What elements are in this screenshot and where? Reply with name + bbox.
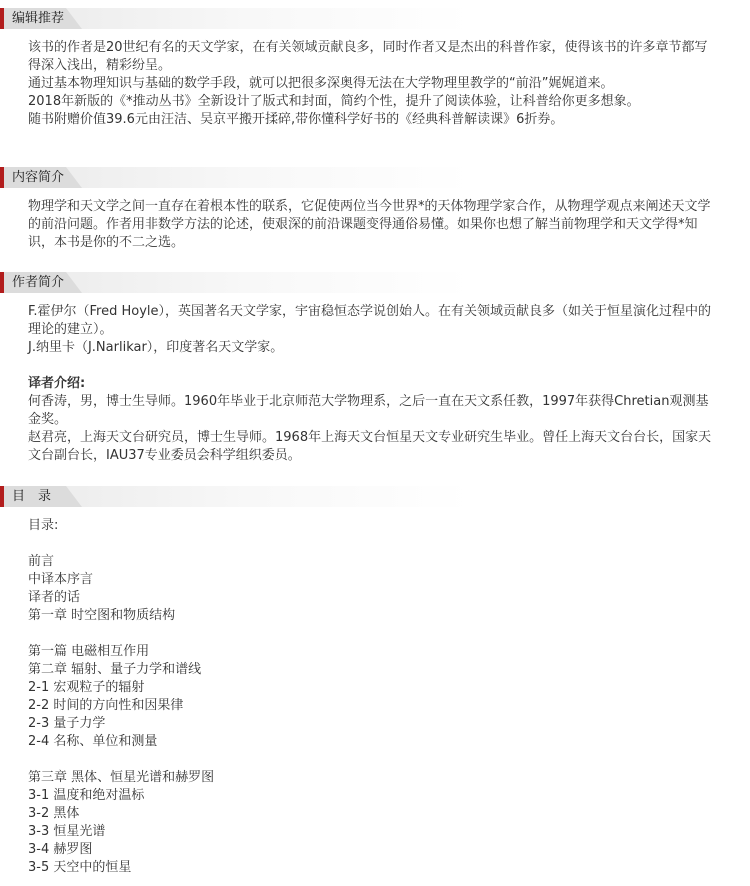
toc-entry: 2-1 宏观粒子的辐射	[28, 680, 145, 695]
section-title: 编辑推荐	[12, 11, 65, 26]
section-header	[0, 8, 750, 29]
paragraph: 何香涛，男，博士生导师。1960年毕业于北京师范大学物理系，之后一直在天文系任教，1997年获得Chretian观测基金奖。	[28, 394, 709, 427]
spacer	[28, 625, 718, 643]
section-header	[0, 167, 750, 188]
section-body	[0, 39, 718, 129]
toc-entry: 3-1 温度和绝对温标	[28, 788, 145, 803]
section-header	[0, 272, 750, 293]
section-body	[0, 303, 718, 465]
section-table-of-contents	[0, 486, 750, 877]
toc-label: 目录:	[28, 518, 59, 533]
paragraph: 物理学和天文学之间一直存在着根本性的联系，它促使两位当今世界*的天体物理学家合作，从物理学观点来阐述天文学的前沿问题。作者用非数学方法的论述，使艰深的前沿课题变得通俗易懂。如果你也想了解当前物理学和天文学得*知识，本书是你的不二之选。	[28, 199, 711, 250]
paragraph: 随书附赠价值39.6元由汪洁、吴京平搬开揉碎,带你懂科学好书的《经典科普解读课》6折券。	[28, 112, 564, 127]
toc-entry: 中译本序言	[28, 572, 94, 587]
section-body	[0, 198, 718, 252]
toc-entry: 3-4 赫罗图	[28, 842, 93, 857]
toc-entry: 2-3 量子力学	[28, 716, 106, 731]
toc-entry: 第三章 黑体、恒星光谱和赫罗图	[28, 770, 215, 785]
spacer	[28, 535, 718, 553]
section-title: 目 录	[12, 489, 52, 504]
paragraph: J.纳里卡（J.Narlikar），印度著名天文学家。	[28, 340, 284, 355]
section-accent-bar	[0, 486, 4, 507]
section-title: 作者简介	[12, 275, 65, 290]
toc-entry: 译者的话	[28, 590, 81, 605]
paragraph: 赵君亮，上海天文台研究员，博士生导师。1968年上海天文台恒星天文专业研究生毕业。曾任上海天文台台长，国家天文台副台长，IAU37专业委员会科学组织委员。	[28, 430, 712, 463]
paragraph: 2018年新版的《*推动丛书》全新设计了版式和封面，简约个性，提升了阅读体验，让科普给你更多想象。	[28, 94, 640, 109]
toc-entry: 第二章 辐射、量子力学和谱线	[28, 662, 202, 677]
paragraph: 该书的作者是20世纪有名的天文学家，在有关领域贡献良多，同时作者又是杰出的科普作家，使得该书的许多章节都写得深入浅出，精彩纷呈。	[28, 40, 708, 73]
toc-entry: 3-2 黑体	[28, 806, 80, 821]
spacer	[28, 357, 718, 375]
toc-entry: 前言	[28, 554, 55, 569]
section-accent-bar	[0, 272, 4, 293]
paragraph: 通过基本物理知识与基础的数学手段，就可以把很多深奥得无法在大学物理里教学的“前沿”娓娓道来。	[28, 76, 614, 91]
toc-entry: 第一篇 电磁相互作用	[28, 644, 150, 659]
paragraph: F.霍伊尔（Fred Hoyle），英国著名天文学家，宇宙稳恒态学说创始人。在有关领域贡献良多（如关于恒星演化过程中的理论的建立）。	[28, 304, 712, 337]
toc-body	[0, 517, 718, 877]
section-title: 内容简介	[12, 170, 65, 185]
spacer	[28, 751, 718, 769]
section-editor-recommendation	[0, 8, 750, 129]
section-author-intro	[0, 272, 750, 465]
toc-entry: 2-4 名称、单位和测量	[28, 734, 158, 749]
section-content-intro	[0, 167, 750, 252]
section-header	[0, 486, 750, 507]
toc-entry: 3-5 天空中的恒星	[28, 860, 132, 875]
toc-entry: 2-2 时间的方向性和因果律	[28, 698, 184, 713]
toc-entry: 3-3 恒星光谱	[28, 824, 106, 839]
translator-heading: 译者介绍:	[28, 376, 86, 391]
toc-entry: 第一章 时空图和物质结构	[28, 608, 176, 623]
section-accent-bar	[0, 8, 4, 29]
section-accent-bar	[0, 167, 4, 188]
